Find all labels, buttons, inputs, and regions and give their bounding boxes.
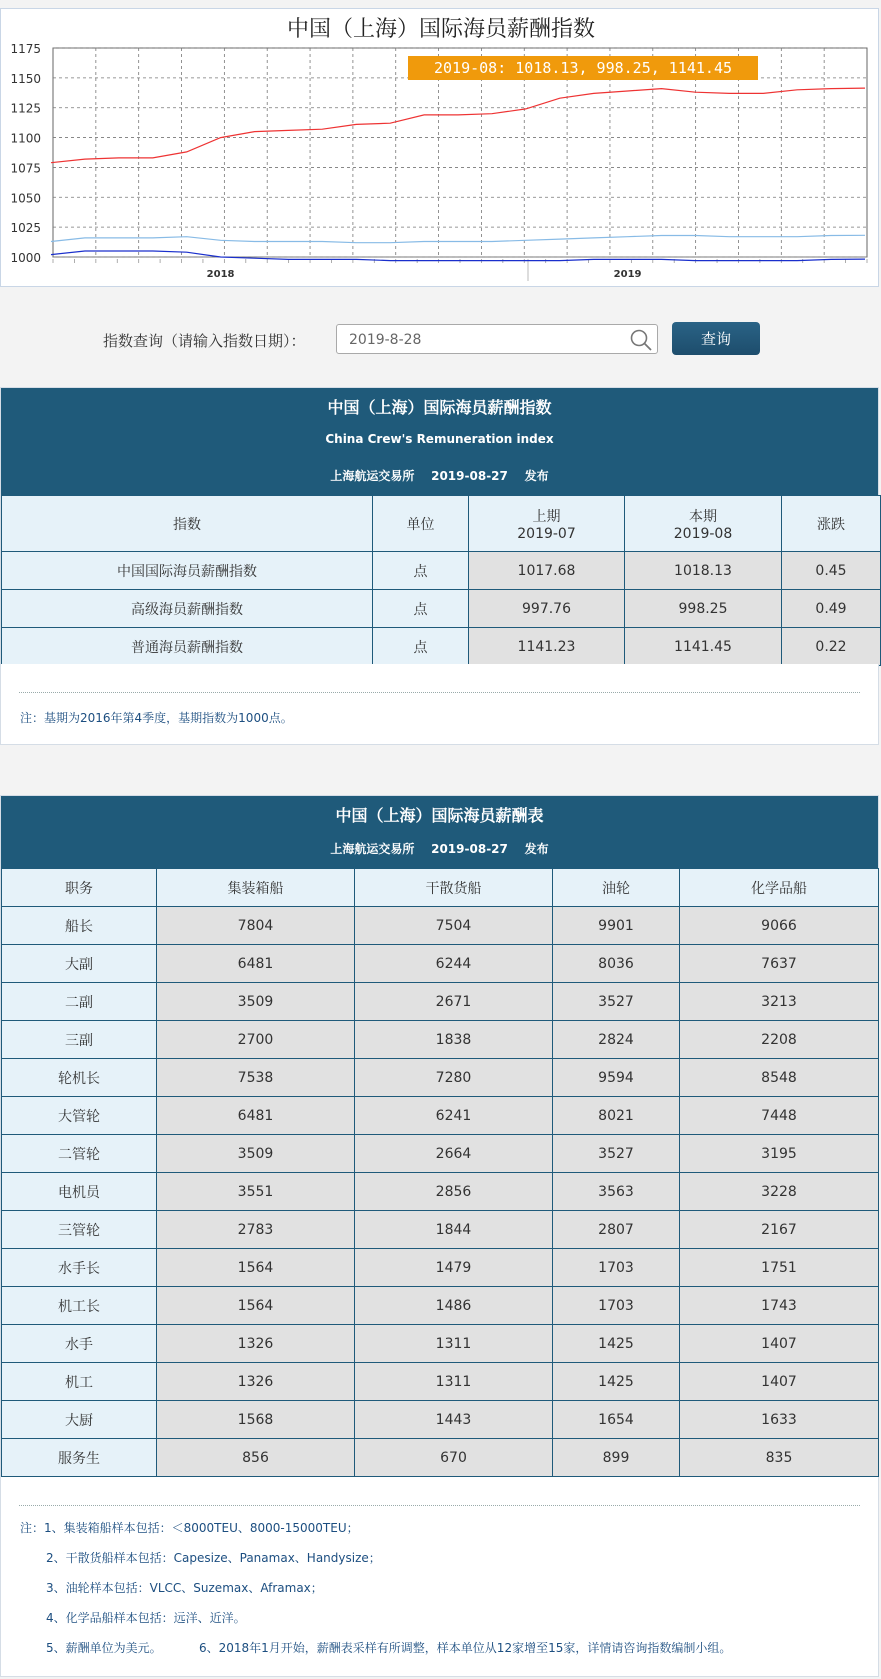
salary-note-1: 注：1、集装箱船样本包括：＜8000TEU、8000-15000TEU； <box>20 1521 359 1535</box>
salary-value: 2167 <box>680 1211 879 1249</box>
index-table-header <box>1 388 878 495</box>
salary-value: 1743 <box>680 1287 879 1325</box>
x-tick-label: 2018 <box>206 269 235 280</box>
salary-table-panel <box>0 795 879 1477</box>
salary-table-publish-line <box>1 840 878 857</box>
salary-value: 3527 <box>553 983 680 1021</box>
salary-value: 1751 <box>680 1249 879 1287</box>
position-name: 二管轮 <box>2 1135 157 1173</box>
y-tick-label: 1100 <box>10 131 41 146</box>
header-tanker: 油轮 <box>553 869 680 907</box>
date-input-wrapper <box>336 324 658 354</box>
publish-date: 2019-08-27 <box>431 842 508 856</box>
salary-value: 2783 <box>157 1211 355 1249</box>
salary-value: 6481 <box>157 1097 355 1135</box>
position-name: 船长 <box>2 907 157 945</box>
table-row <box>2 1135 879 1173</box>
salary-value: 1407 <box>680 1325 879 1363</box>
salary-value: 1654 <box>553 1401 680 1439</box>
salary-value: 9594 <box>553 1059 680 1097</box>
position-name: 大管轮 <box>2 1097 157 1135</box>
date-input[interactable] <box>347 325 621 355</box>
header-bulk-carrier: 干散货船 <box>355 869 553 907</box>
table-row <box>2 1325 879 1363</box>
table-row <box>2 590 881 628</box>
salary-note-2: 2、干散货船样本包括：Capesize、Panamax、Handysize； <box>46 1551 381 1565</box>
table-row <box>2 552 881 590</box>
index-prev: 997.76 <box>469 590 625 628</box>
position-name: 机工 <box>2 1363 157 1401</box>
table-row <box>2 1059 879 1097</box>
index-unit: 点 <box>373 590 469 628</box>
salary-value: 7804 <box>157 907 355 945</box>
salary-value: 1844 <box>355 1211 553 1249</box>
header-curr-date: 2019-08 <box>673 525 733 542</box>
header-container-ship: 集装箱船 <box>157 869 355 907</box>
salary-value: 2664 <box>355 1135 553 1173</box>
y-tick-label: 1000 <box>10 251 41 265</box>
salary-note-5: 5、薪酬单位为美元。 <box>46 1641 162 1655</box>
salary-value: 8548 <box>680 1059 879 1097</box>
index-table-publish-line <box>1 467 878 484</box>
salary-note-3: 3、油轮样本包括：VLCC、Suzemax、Aframax； <box>46 1581 323 1595</box>
salary-value: 2856 <box>355 1173 553 1211</box>
header-chemical-tanker: 化学品船 <box>680 869 879 907</box>
salary-value: 1311 <box>355 1325 553 1363</box>
salary-value: 1568 <box>157 1401 355 1439</box>
salary-value: 3228 <box>680 1173 879 1211</box>
salary-value: 6241 <box>355 1097 553 1135</box>
y-tick-label: 1050 <box>10 191 41 206</box>
salary-value: 1479 <box>355 1249 553 1287</box>
index-curr: 1141.45 <box>625 628 782 666</box>
salary-value: 8036 <box>553 945 680 983</box>
series-line-1[interactable] <box>51 235 865 242</box>
position-name: 二副 <box>2 983 157 1021</box>
index-prev: 1017.68 <box>469 552 625 590</box>
table-row <box>2 1249 879 1287</box>
header-prev <box>469 496 625 552</box>
index-name: 中国国际海员薪酬指数 <box>2 552 373 590</box>
position-name: 三管轮 <box>2 1211 157 1249</box>
y-tick-label: 1150 <box>10 71 41 86</box>
index-unit: 点 <box>373 628 469 666</box>
table-row <box>2 1287 879 1325</box>
salary-value: 7538 <box>157 1059 355 1097</box>
table-row <box>2 1401 879 1439</box>
salary-note-6: 6、2018年1月开始，薪酬表采样有所调整，样本单位从12家增至15家，详情请咨询指数编制小组。 <box>199 1641 732 1655</box>
header-prev-date: 2019-07 <box>517 525 576 542</box>
series-line-2[interactable] <box>51 251 865 261</box>
index-change: 0.49 <box>782 590 881 628</box>
salary-value: 2807 <box>553 1211 680 1249</box>
header-prev-label: 上期 <box>532 508 561 525</box>
position-name: 轮机长 <box>2 1059 157 1097</box>
position-name: 电机员 <box>2 1173 157 1211</box>
salary-value: 1703 <box>553 1287 680 1325</box>
salary-value: 1425 <box>553 1363 680 1401</box>
dotted-divider <box>19 1505 860 1506</box>
salary-value: 1703 <box>553 1249 680 1287</box>
index-change: 0.22 <box>782 628 881 666</box>
salary-value: 6481 <box>157 945 355 983</box>
salary-value: 8021 <box>553 1097 680 1135</box>
index-table <box>1 495 881 666</box>
header-change: 涨跌 <box>782 496 881 552</box>
publisher: 上海航运交易所 <box>330 842 415 856</box>
salary-value: 2824 <box>553 1021 680 1059</box>
position-name: 三副 <box>2 1021 157 1059</box>
header-curr <box>625 496 782 552</box>
index-table-head-row <box>2 496 881 552</box>
y-tick-label: 1175 <box>10 42 41 56</box>
salary-value: 3551 <box>157 1173 355 1211</box>
salary-value: 1326 <box>157 1363 355 1401</box>
salary-value: 7280 <box>355 1059 553 1097</box>
chart-title: 中国（上海）国际海员薪酬指数 <box>286 17 596 42</box>
index-line-chart[interactable] <box>1 9 880 288</box>
publisher: 上海航运交易所 <box>330 469 415 483</box>
series-line-0[interactable] <box>51 88 865 163</box>
index-change: 0.45 <box>782 552 881 590</box>
position-name: 水手 <box>2 1325 157 1363</box>
salary-value: 7448 <box>680 1097 879 1135</box>
salary-value: 899 <box>553 1439 680 1477</box>
salary-value: 670 <box>355 1439 553 1477</box>
header-index: 指数 <box>2 496 373 552</box>
salary-notes-box <box>0 1477 879 1677</box>
search-icon[interactable] <box>629 328 653 352</box>
x-tick-label: 2019 <box>613 269 642 280</box>
salary-note-4: 4、化学品船样本包括：远洋、近洋。 <box>46 1611 246 1625</box>
query-bar <box>0 300 881 378</box>
position-name: 机工长 <box>2 1287 157 1325</box>
position-name: 大副 <box>2 945 157 983</box>
position-name: 服务生 <box>2 1439 157 1477</box>
salary-value: 3509 <box>157 1135 355 1173</box>
position-name: 大厨 <box>2 1401 157 1439</box>
table-row <box>2 1173 879 1211</box>
salary-value: 1633 <box>680 1401 879 1439</box>
salary-value: 3195 <box>680 1135 879 1173</box>
publish-date: 2019-08-27 <box>431 469 508 483</box>
salary-value: 1407 <box>680 1363 879 1401</box>
salary-value: 2700 <box>157 1021 355 1059</box>
y-tick-label: 1075 <box>10 161 41 176</box>
salary-value: 9901 <box>553 907 680 945</box>
salary-value: 1311 <box>355 1363 553 1401</box>
index-table-subtitle: China Crew's Remuneration index <box>325 432 554 446</box>
salary-value: 1425 <box>553 1325 680 1363</box>
salary-table-header <box>1 796 878 868</box>
chart-tooltip: 2019-08: 1018.13, 998.25, 1141.45 <box>408 56 758 80</box>
header-curr-label: 本期 <box>689 508 717 525</box>
salary-value: 2208 <box>680 1021 879 1059</box>
table-row <box>2 628 881 666</box>
table-row <box>2 1363 879 1401</box>
index-table-title: 中国（上海）国际海员薪酬指数 <box>327 398 552 417</box>
header-position: 职务 <box>2 869 157 907</box>
salary-value: 7637 <box>680 945 879 983</box>
index-name: 高级海员薪酬指数 <box>2 590 373 628</box>
publish-word: 发布 <box>524 469 549 483</box>
query-label: 指数查询（请输入指数日期）： <box>103 332 306 350</box>
salary-value: 1486 <box>355 1287 553 1325</box>
query-button[interactable]: 查询 <box>672 322 760 355</box>
table-row <box>2 1021 879 1059</box>
salary-value: 3563 <box>553 1173 680 1211</box>
table-row <box>2 1439 879 1477</box>
index-curr: 998.25 <box>625 590 782 628</box>
salary-table-title: 中国（上海）国际海员薪酬表 <box>335 806 544 825</box>
table-row <box>2 945 879 983</box>
salary-value: 1838 <box>355 1021 553 1059</box>
index-unit: 点 <box>373 552 469 590</box>
table-row <box>2 983 879 1021</box>
salary-value: 2671 <box>355 983 553 1021</box>
index-prev: 1141.23 <box>469 628 625 666</box>
salary-value: 9066 <box>680 907 879 945</box>
index-chart-panel <box>0 8 879 287</box>
publish-word: 发布 <box>524 842 549 856</box>
salary-value: 3509 <box>157 983 355 1021</box>
y-tick-label: 1025 <box>10 221 41 236</box>
position-name: 水手长 <box>2 1249 157 1287</box>
index-note-box <box>0 664 879 745</box>
y-tick-label: 1125 <box>10 101 41 116</box>
salary-table <box>1 868 879 1477</box>
table-row <box>2 1211 879 1249</box>
table-row <box>2 907 879 945</box>
dotted-divider <box>19 692 860 693</box>
salary-value: 3527 <box>553 1135 680 1173</box>
salary-value: 1564 <box>157 1249 355 1287</box>
index-name: 普通海员薪酬指数 <box>2 628 373 666</box>
salary-value: 1564 <box>157 1287 355 1325</box>
header-unit: 单位 <box>373 496 469 552</box>
salary-value: 835 <box>680 1439 879 1477</box>
salary-value: 7504 <box>355 907 553 945</box>
salary-value: 6244 <box>355 945 553 983</box>
salary-value: 856 <box>157 1439 355 1477</box>
salary-value: 1326 <box>157 1325 355 1363</box>
salary-table-head-row <box>2 869 879 907</box>
salary-value: 3213 <box>680 983 879 1021</box>
index-note: 注：基期为2016年第4季度，基期指数为1000点。 <box>20 711 293 725</box>
salary-value: 1443 <box>355 1401 553 1439</box>
table-row <box>2 1097 879 1135</box>
index-curr: 1018.13 <box>625 552 782 590</box>
index-table-panel <box>0 387 879 664</box>
